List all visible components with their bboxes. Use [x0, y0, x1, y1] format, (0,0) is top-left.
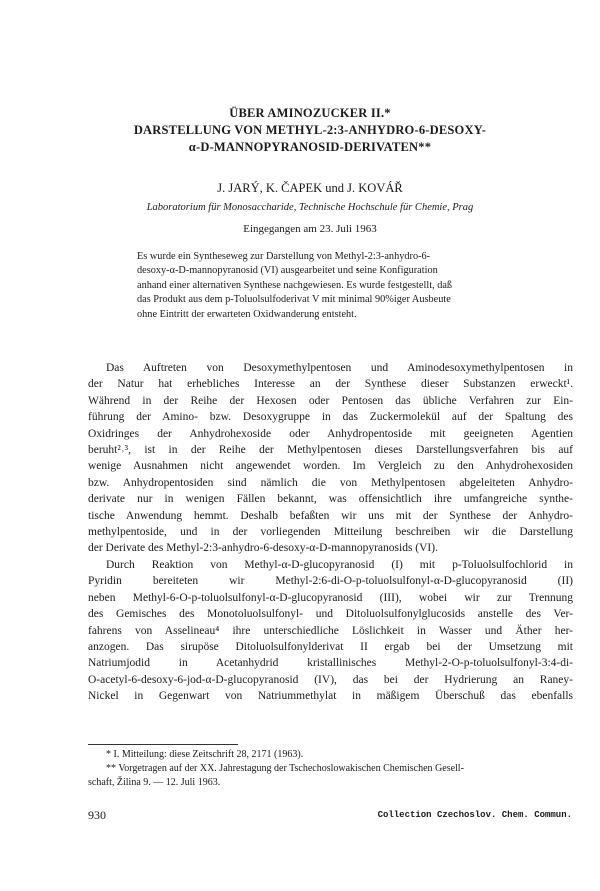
- title-line-3: α-D-MANNOPYRANOSID-DERIVATEN**: [188, 140, 432, 154]
- body-line: Das Auftreten von Desoxymethylpentosen und Aminodesoxymethylpentosen in: [106, 362, 573, 374]
- body-line: derivate nur in wenigen Fällen bekannt, was offensichtlich ihre umfangreiche synthe-: [88, 493, 573, 506]
- received-date: Eingegangen am 23. Juli 1963: [243, 223, 377, 235]
- body-line: des Gemisches des Monotoluolsulfonyl- und Ditoluolsulfonylglucosids anstelle des Ver-: [88, 608, 573, 621]
- body-line: anzogen. Das sirupöse Ditoluolsulfonylderivat II ergab bei der Umsetzung mit: [88, 640, 573, 653]
- authors: J. JARÝ, K. ČAPEK und J. KOVÁŘ: [217, 181, 403, 195]
- affiliation: Laboratorium für Monosaccharide, Technische Hochschule für Chemie, Prag: [146, 202, 474, 213]
- title-line-1: ÜBER AMINOZUCKER II.*: [229, 106, 391, 120]
- body-line: wenige Ausnahmen nicht angewendet worden. Im Vergleich zu den Anhydrohexosiden: [88, 460, 573, 473]
- footnotes: [88, 748, 573, 790]
- abstract-line: anhand einer alternativen Synthese nachgewiesen. Es wurde festgestellt, daß: [137, 279, 453, 291]
- abstract-line: ohne Eintritt der erwarteten Oxidwanderung entsteht.: [137, 308, 357, 320]
- footnote-2: ** Vorgetragen auf der XX. Jahrestagung der Tschechoslowakischen Chemischen Gesell-: [106, 763, 464, 774]
- page-number: 930: [88, 808, 106, 822]
- body-line: Pyridin bereiteten wir Methyl-2:6-di-O-p-toluolsulfonyl-α-D-glucopyranosid (II): [88, 575, 573, 588]
- body-line: O-acetyl-6-desoxy-6-jod-α-D-glucopyranosid (IV), das bei der Hydrierung an Raney-: [88, 673, 573, 686]
- body-line: fahrens von Asselineau⁴ ihre unterschiedliche Löslichkeit in Wasser und Äther her-: [88, 624, 573, 637]
- body-line: methylpentoside, und in der vorliegenden Mitteilung beschreiben wir die Darstellung: [88, 526, 573, 539]
- journal-name: Collection Czechoslov. Chem. Commun.: [377, 810, 572, 820]
- body-line: neben Methyl-6-O-p-toluolsulfonyl-α-D-glucopyranosid (III), wobei wir zur Trennung: [88, 591, 573, 604]
- footnote-2-cont: schaft, Žilina 9. — 12. Juli 1963.: [88, 777, 221, 788]
- footnote-rule: [88, 744, 238, 745]
- abstract-line: Es wurde ein Syntheseweg zur Darstellung von Methyl-2:3-anhydro-6-: [137, 251, 431, 262]
- body-line: führung der Amino- bzw. Desoxygruppe in das Zuckermolekül auf der Spaltung des: [88, 411, 573, 424]
- body-line: Durch Reaktion von Methyl-α-D-glucopyranosid (I) mit p-Toluolsulfochlorid in: [106, 558, 573, 571]
- abstract: [137, 250, 520, 322]
- abstract-line: das Produkt aus dem p-Toluolsulfoderivat V mit minimal 90%iger Ausbeute: [137, 294, 451, 306]
- article-title: [80, 105, 540, 156]
- body-line: Während in der Reihe der Hexosen oder Pentosen das übliche Verfahren zur Ein-: [88, 394, 573, 407]
- body-line: Nickel in Gegenwart von Natriummethylat in mäßigem Überschuß das ebenfalls: [88, 690, 573, 703]
- body-line: Oxidringes der Anhydrohexoside oder Anhydropentoside mit geeigneten Agentien: [88, 427, 573, 440]
- title-line-2: DARSTELLUNG VON METHYL-2:3-ANHYDRO-6-DESOXY-: [133, 123, 487, 137]
- body-line: der Natur hat erhebliches Interesse an der Synthese dieser Substanzen erweckt¹.: [88, 378, 573, 391]
- body-line: der Derivate des Methyl-2:3-anhydro-6-desoxy-α-D-mannopyranosids (VI).: [88, 542, 438, 555]
- footnote-1: * I. Mitteilung: diese Zeitschrift 28, 2171 (1963).: [106, 749, 304, 760]
- body-text: [88, 360, 573, 705]
- body-line: tische Anwendung hemmt. Deshalb befaßten wir uns mit der Synthese der Anhydro-: [88, 509, 573, 522]
- body-line: bzw. Anhydropentosiden sind nämlich die von Methylpentosen abgeleiteten Anhydro-: [88, 476, 573, 489]
- body-line: Natriumjodid in Acetanhydrid kristallinisches Methyl-2-O-p-toluolsulfonyl-3:4-di-: [88, 657, 573, 670]
- body-line: beruht²˒³, ist in der Reihe der Methylpentosen dieses Darstellungsverfahren bis auf: [88, 444, 573, 457]
- abstract-line: desoxy-α-D-mannopyranosid (VI) ausgearbeitet und seine Konfiguration: [137, 265, 438, 277]
